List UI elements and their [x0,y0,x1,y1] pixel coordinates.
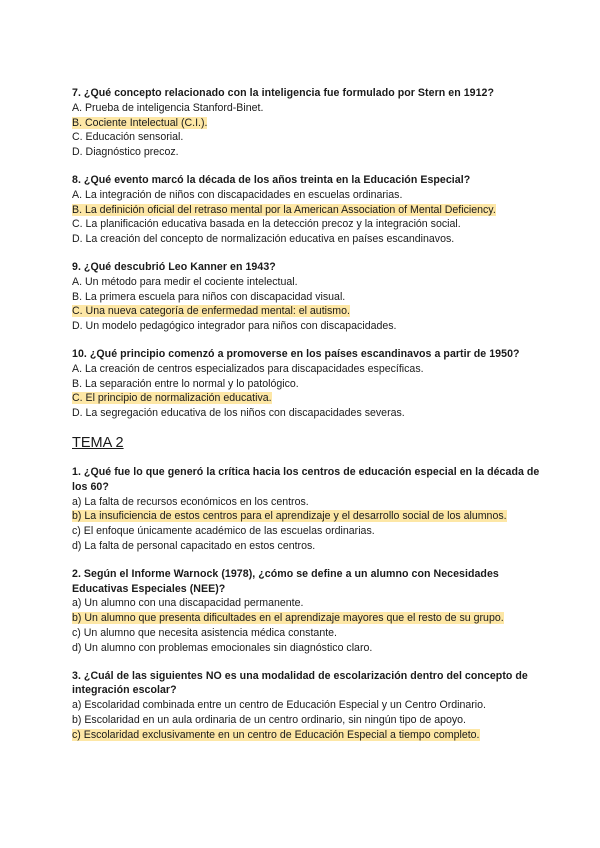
answer-option-highlighted [72,203,542,218]
answer-option [72,290,542,305]
option-text: C. Una nueva categoría de enfermedad mental: el autismo. [72,305,350,318]
option-text: c) Un alumno que necesita asistencia médica constante. [72,626,337,639]
answer-option [72,145,542,160]
answer-option [72,698,542,713]
option-text: B. La definición oficial del retraso mental por la American Association of Mental Deficiency. [72,203,496,216]
answer-option [72,130,542,145]
option-text: A. La integración de niños con discapacidades en escuelas ordinarias. [72,188,403,201]
option-text: d) Un alumno con problemas emocionales sin diagnóstico claro. [72,641,373,654]
answer-option [72,319,542,334]
answer-option-highlighted [72,116,542,131]
question-text: 9. ¿Qué descubrió Leo Kanner en 1943? [72,260,276,273]
answer-option [72,101,542,116]
answer-option [72,596,542,611]
option-text: a) Escolaridad combinada entre un centro de Educación Especial y un Centro Ordinario. [72,699,486,712]
answer-option-highlighted [72,509,542,524]
option-text: D. La creación del concepto de normalización educativa en países escandinavos. [72,233,455,246]
answer-option-highlighted [72,611,542,626]
option-text: A. Prueba de inteligencia Stanford-Binet. [72,101,264,114]
option-text: A. La creación de centros especializados para discapacidades específicas. [72,362,424,375]
option-text: D. Un modelo pedagógico integrador para niños con discapacidades. [72,320,397,333]
answer-option-highlighted [72,391,542,406]
section-tema-2 [72,465,542,743]
option-text: a) La falta de recursos económicos en los centros. [72,495,309,508]
option-text: C. La planificación educativa basada en la detección precoz y la integración social. [72,218,461,231]
question-block [72,260,542,334]
answer-option [72,626,542,641]
answer-option [72,641,542,656]
option-text: c) Escolaridad exclusivamente en un centro de Educación Especial a tiempo completo. [72,728,480,741]
question-block [72,173,542,247]
question-text: 3. ¿Cuál de las siguientes NO es una modalidad de escolarización dentro del concepto de integración escolar? [72,669,528,697]
question-block [72,567,542,656]
section-tema-1 [72,86,542,421]
option-text: c) El enfoque únicamente académico de las escuelas ordinarias. [72,525,375,538]
option-text: D. La segregación educativa de los niños con discapacidades severas. [72,407,405,420]
document-content [72,86,542,755]
answer-option [72,188,542,203]
answer-option-highlighted [72,728,542,743]
option-text: B. Cociente Intelectual (C.I.). [72,116,208,129]
option-text: B. La primera escuela para niños con discapacidad visual. [72,290,346,303]
question-text: 1. ¿Qué fue lo que generó la crítica hacia los centros de educación especial en la década de los 60? [72,465,540,493]
question-block [72,347,542,421]
answer-option [72,377,542,392]
question-text: 8. ¿Qué evento marcó la década de los años treinta en la Educación Especial? [72,173,471,186]
question-text: 2. Según el Informe Warnock (1978), ¿cómo se define a un alumno con Necesidades Educativas Especiales (NEE)? [72,567,499,595]
answer-option [72,713,542,728]
option-text: b) Un alumno que presenta dificultades en el aprendizaje mayores que el resto de su grupo. [72,612,504,625]
question-text: 7. ¿Qué concepto relacionado con la inteligencia fue formulado por Stern en 1912? [72,87,495,99]
answer-option-highlighted [72,304,542,319]
answer-option [72,406,542,421]
answer-option [72,362,542,377]
answer-option [72,524,542,539]
question-block [72,86,542,160]
option-text: D. Diagnóstico precoz. [72,146,179,159]
option-text: a) Un alumno con una discapacidad permanente. [72,597,304,610]
question-block [72,465,542,554]
option-text: C. Educación sensorial. [72,131,184,144]
answer-option [72,275,542,290]
section-title: TEMA 2 [72,434,124,451]
option-text: B. La separación entre lo normal y lo patológico. [72,377,299,390]
question-text: 10. ¿Qué principio comenzó a promoverse en los países escandinavos a partir de 1950? [72,347,520,360]
option-text: d) La falta de personal capacitado en estos centros. [72,539,316,552]
option-text: A. Un método para medir el cociente intelectual. [72,275,298,288]
answer-option [72,495,542,510]
option-text: b) Escolaridad en un aula ordinaria de un centro ordinario, sin ningún tipo de apoyo. [72,713,466,726]
question-block [72,669,542,743]
option-text: b) La insuficiencia de estos centros para el aprendizaje y el desarrollo social de los alumnos. [72,510,507,523]
option-text: C. El principio de normalización educativa. [72,392,272,405]
answer-option [72,217,542,232]
answer-option [72,539,542,554]
answer-option [72,232,542,247]
